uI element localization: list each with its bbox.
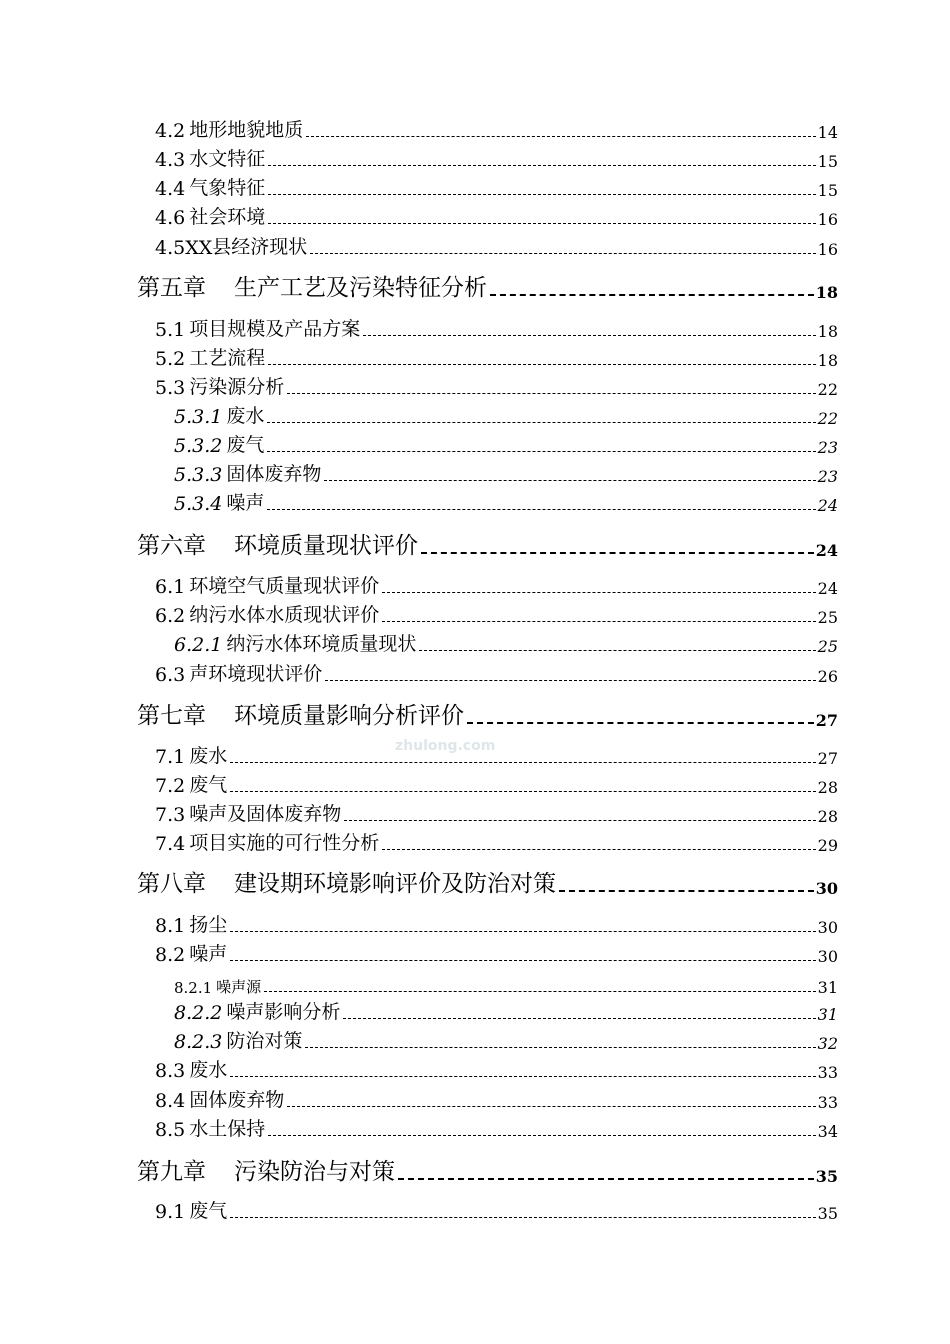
toc-leader-dots — [363, 334, 815, 336]
toc-entry-label — [155, 314, 360, 341]
toc-entry-title: 社会环境 — [189, 206, 266, 228]
toc-entry-label — [155, 202, 265, 229]
toc-entry-label — [174, 430, 264, 457]
toc-entry-number: 4.3 — [155, 149, 186, 171]
toc-page-number: 29 — [817, 836, 838, 855]
toc-entry-number: 4.2 — [155, 120, 186, 142]
toc-entry[interactable] — [0, 201, 950, 229]
toc-entry-title: 建设期环境影响评价及防治对策 — [234, 871, 556, 897]
toc-leader-dots — [230, 761, 815, 763]
toc-page-number: 16 — [817, 210, 838, 229]
toc-chapter-entry[interactable] — [0, 524, 950, 560]
toc-entry-title: 纳污水体环境质量现状 — [226, 633, 417, 655]
toc-entry-title: 污染源分析 — [189, 376, 285, 398]
toc-page-number: 14 — [817, 123, 838, 142]
toc-page-number: 22 — [817, 409, 838, 428]
toc-entry-number: 8.4 — [155, 1090, 186, 1112]
toc-leader-dots — [490, 293, 814, 296]
toc-page-number: 34 — [817, 1122, 838, 1141]
toc-page-number: 28 — [817, 807, 838, 826]
toc-entry[interactable] — [0, 172, 950, 200]
toc-entry[interactable] — [0, 1054, 950, 1082]
toc-entry-number: 5.3.2 — [174, 435, 223, 457]
toc-page-number: 18 — [817, 351, 838, 370]
toc-leader-dots — [268, 193, 815, 195]
toc-leader-dots — [230, 959, 815, 961]
toc-page-number: 35 — [817, 1204, 838, 1223]
toc-leader-dots — [268, 164, 815, 166]
toc-entry-number: 5.3.3 — [174, 464, 223, 486]
toc-leader-dots — [287, 1105, 815, 1107]
toc-entry[interactable] — [0, 342, 950, 370]
toc-entry-number: 第七章 — [137, 703, 206, 729]
toc-entry[interactable] — [0, 798, 950, 826]
toc-entry[interactable] — [0, 938, 950, 966]
toc-leader-dots — [398, 1177, 814, 1180]
toc-page-number: 35 — [815, 1167, 838, 1186]
toc-entry-title: 纳污水体水质现状评价 — [189, 604, 380, 626]
toc-entry-title: 工艺流程 — [189, 347, 266, 369]
toc-entry[interactable] — [0, 909, 950, 937]
toc-leader-dots — [230, 790, 815, 792]
toc-entry[interactable] — [0, 231, 950, 259]
toc-entry-title: 废气 — [226, 434, 265, 456]
toc-leader-dots — [467, 721, 814, 724]
toc-entry-number: 9.1 — [155, 1201, 186, 1223]
toc-entry-label — [137, 1153, 395, 1186]
toc-page-number: 27 — [815, 711, 838, 730]
toc-entry-number: 第九章 — [137, 1159, 206, 1185]
toc-entry[interactable] — [0, 769, 950, 797]
toc-page-number: 16 — [817, 240, 838, 259]
toc-entry[interactable] — [0, 458, 950, 486]
toc-entry-label — [137, 269, 487, 302]
toc-page-number: 22 — [817, 380, 838, 399]
toc-entry-number: 第五章 — [137, 275, 206, 301]
toc-entry-label — [174, 976, 261, 997]
toc-entry-number: 4.4 — [155, 178, 186, 200]
toc-leader-dots — [230, 930, 815, 932]
toc-entry-number: 8.1 — [155, 915, 186, 937]
toc-entry[interactable] — [0, 599, 950, 627]
toc-entry[interactable] — [0, 658, 950, 686]
toc-page-number: 32 — [817, 1034, 838, 1053]
toc-entry-number: 8.2.3 — [174, 1031, 223, 1053]
toc-entry-label — [137, 865, 556, 898]
toc-leader-dots — [230, 1216, 815, 1218]
toc-entry-title: 噪声影响分析 — [226, 1001, 341, 1023]
toc-entry-title: 噪声 — [226, 492, 265, 514]
toc-page-number: 15 — [817, 181, 838, 200]
toc-entry[interactable] — [0, 996, 950, 1024]
toc-entry[interactable] — [0, 1025, 950, 1053]
toc-entry-number: 7.1 — [155, 746, 186, 768]
toc-entry-number: 5.3 — [155, 377, 186, 399]
toc-leader-dots — [267, 421, 815, 423]
toc-entry-label — [137, 697, 464, 730]
toc-entry-label — [174, 459, 321, 486]
toc-entry-number: 8.5 — [155, 1119, 186, 1141]
toc-page-number: 25 — [817, 637, 838, 656]
toc-entry-number: 7.3 — [155, 804, 186, 826]
toc-entry-title: 扬尘 — [189, 914, 228, 936]
toc-leader-dots — [264, 990, 815, 992]
toc-entry-title: 噪声源 — [216, 978, 262, 996]
toc-page-number: 23 — [817, 438, 838, 457]
toc-entry-number: 8.2 — [155, 944, 186, 966]
toc-entry-title: 固体废弃物 — [189, 1089, 285, 1111]
toc-entry-label — [174, 997, 340, 1024]
toc-leader-dots — [305, 1046, 815, 1048]
toc-entry-label — [155, 600, 379, 627]
toc-entry-title: 废气 — [189, 774, 228, 796]
toc-entry-label — [155, 828, 379, 855]
toc-leader-dots — [267, 508, 815, 510]
toc-entry-title: 水土保持 — [189, 1118, 266, 1140]
toc-entry-label — [155, 939, 227, 966]
toc-entry-label — [155, 741, 227, 768]
toc-entry-title: 环境质量影响分析评价 — [234, 703, 464, 729]
toc-entry[interactable] — [0, 114, 950, 142]
toc-entry[interactable] — [0, 1084, 950, 1112]
toc-entry-title: 防治对策 — [226, 1030, 303, 1052]
toc-entry-title: 固体废弃物 — [226, 463, 322, 485]
toc-leader-dots — [268, 363, 815, 365]
toc-chapter-entry[interactable] — [0, 1150, 950, 1186]
toc-page-number: 31 — [817, 1005, 838, 1024]
toc-entry-number: 8.2.1 — [174, 979, 213, 997]
toc-entry-label — [155, 910, 227, 937]
toc-leader-dots — [382, 848, 815, 850]
toc-leader-dots — [419, 649, 815, 651]
toc-entry-number: 4.6 — [155, 207, 186, 229]
toc-entry-title: 噪声及固体废弃物 — [189, 803, 342, 825]
toc-entry[interactable] — [0, 628, 950, 656]
toc-page-number: 28 — [817, 778, 838, 797]
toc-entry[interactable] — [0, 487, 950, 515]
toc-entry-number: 5.3.1 — [174, 406, 223, 428]
toc-entry-label — [155, 659, 322, 686]
toc-page-number: 18 — [815, 283, 838, 302]
toc-entry[interactable] — [0, 969, 950, 997]
toc-leader-dots — [324, 479, 815, 481]
toc-chapter-entry[interactable] — [0, 694, 950, 730]
toc-entry-number: 5.2 — [155, 348, 186, 370]
toc-entry-number: 5.3.4 — [174, 493, 223, 515]
toc-entry-label — [174, 629, 416, 656]
toc-entry-title: 生产工艺及污染特征分析 — [234, 275, 487, 301]
toc-entry-title: 环境质量现状评价 — [234, 533, 418, 559]
toc-entry[interactable] — [0, 371, 950, 399]
toc-entry-title: 县经济现状 — [212, 236, 308, 258]
toc-entry-title: 噪声 — [189, 943, 228, 965]
toc-entry[interactable] — [0, 1113, 950, 1141]
toc-page-number: 30 — [817, 918, 838, 937]
toc-entry-number: 7.4 — [155, 833, 186, 855]
toc-entry-label — [155, 770, 227, 797]
toc-page-number: 23 — [817, 467, 838, 486]
toc-entry-number: 6.2 — [155, 605, 186, 627]
toc-entry-label — [137, 527, 418, 560]
toc-entry-number: 7.2 — [155, 775, 186, 797]
toc-entry-label — [155, 232, 307, 259]
toc-entry-label — [155, 173, 265, 200]
toc-leader-dots — [382, 591, 815, 593]
toc-entry-title: 气象特征 — [189, 177, 266, 199]
toc-entry[interactable] — [0, 400, 950, 428]
toc-page-number: 33 — [817, 1093, 838, 1112]
toc-page-number: 25 — [817, 608, 838, 627]
toc-page-number: 30 — [815, 879, 838, 898]
toc-entry-label — [174, 488, 264, 515]
toc-entry-number: 6.2.1 — [174, 634, 223, 656]
toc-entry-title: 声环境现状评价 — [189, 663, 323, 685]
toc-entry-label — [155, 1055, 227, 1082]
toc-page-number: 26 — [817, 667, 838, 686]
toc-entry-title: 环境空气质量现状评价 — [189, 575, 380, 597]
toc-entry-label — [155, 1196, 227, 1223]
toc-leader-dots — [421, 551, 814, 554]
toc-leader-dots — [287, 392, 815, 394]
toc-page-number: 24 — [817, 496, 838, 515]
toc-leader-dots — [344, 819, 815, 821]
toc-entry-number: 4.5XX — [155, 237, 213, 259]
toc-page-number: 24 — [815, 541, 838, 560]
toc-leader-dots — [268, 222, 815, 224]
toc-entry-title: 水文特征 — [189, 148, 266, 170]
toc-entry-title: 项目实施的可行性分析 — [189, 832, 380, 854]
toc-chapter-entry[interactable] — [0, 862, 950, 898]
toc-entry-number: 6.3 — [155, 664, 186, 686]
toc-leader-dots — [559, 889, 814, 892]
toc-entry[interactable] — [0, 429, 950, 457]
toc-entry-label — [155, 144, 265, 171]
toc-entry-label — [155, 1114, 265, 1141]
toc-entry-label — [155, 372, 284, 399]
toc-entry-label — [155, 799, 341, 826]
toc-entry-title: 废水 — [189, 1059, 228, 1081]
toc-entry-label — [155, 343, 265, 370]
toc-leader-dots — [343, 1017, 815, 1019]
toc-page-number: 31 — [817, 978, 838, 997]
toc-page-number: 30 — [817, 947, 838, 966]
toc-entry-label — [155, 1085, 284, 1112]
toc-page-number: 18 — [817, 322, 838, 341]
toc-entry[interactable] — [0, 313, 950, 341]
toc-leader-dots — [267, 450, 815, 452]
toc-page-number: 33 — [817, 1063, 838, 1082]
toc-leader-dots — [310, 252, 815, 254]
toc-entry-label — [155, 571, 379, 598]
toc-entry-title: 项目规模及产品方案 — [189, 318, 361, 340]
watermark: zhulong.com — [395, 738, 496, 754]
toc-leader-dots — [306, 135, 815, 137]
toc-entry[interactable] — [0, 570, 950, 598]
toc-entry-number: 6.1 — [155, 576, 186, 598]
toc-entry-number: 8.3 — [155, 1060, 186, 1082]
toc-entry-number: 第八章 — [137, 871, 206, 897]
toc-entry-title: 地形地貌地质 — [189, 119, 304, 141]
toc-entry-title: 废水 — [226, 405, 265, 427]
toc-entry-title: 污染防治与对策 — [234, 1159, 395, 1185]
toc-entry-number: 5.1 — [155, 319, 186, 341]
toc-entry[interactable] — [0, 1195, 950, 1223]
toc-leader-dots — [382, 620, 815, 622]
toc-chapter-entry[interactable] — [0, 266, 950, 302]
toc-page-number: 15 — [817, 152, 838, 171]
toc-entry-title: 废气 — [189, 1200, 228, 1222]
toc-leader-dots — [230, 1075, 815, 1077]
toc-entry-number: 第六章 — [137, 533, 206, 559]
toc-entry-label — [174, 401, 264, 428]
toc-entry[interactable] — [0, 827, 950, 855]
toc-page-number: 27 — [817, 749, 838, 768]
toc-entry-number: 8.2.2 — [174, 1002, 223, 1024]
toc-entry[interactable] — [0, 143, 950, 171]
toc-entry-label — [155, 115, 303, 142]
toc-page-number: 24 — [817, 579, 838, 598]
toc-entry-title: 废水 — [189, 745, 228, 767]
toc-entry-label — [174, 1026, 302, 1053]
toc-leader-dots — [268, 1134, 815, 1136]
toc-leader-dots — [325, 679, 815, 681]
